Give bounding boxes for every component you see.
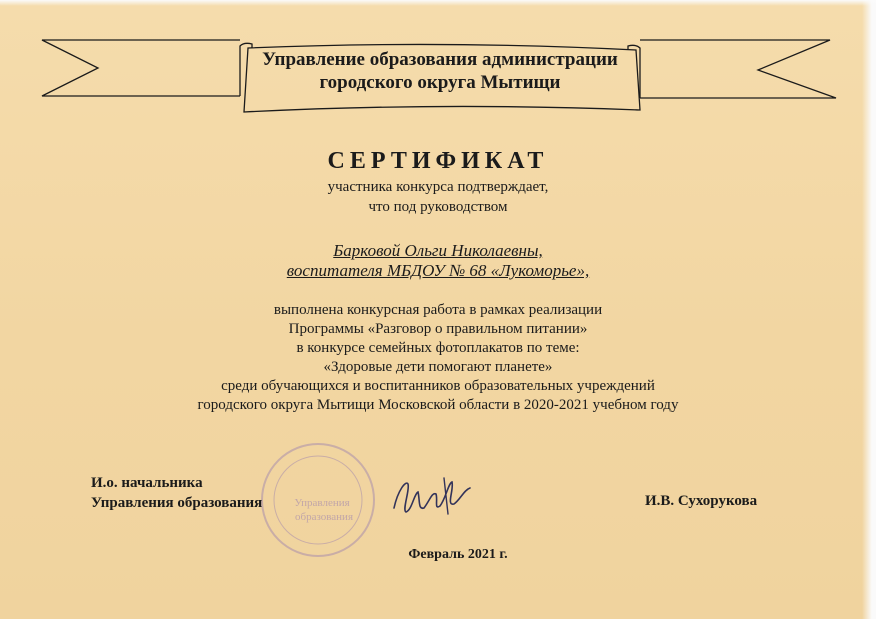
stamp-text-2: образования <box>294 511 354 523</box>
handwritten-signature <box>388 470 478 520</box>
ribbon-right-tail <box>640 40 836 98</box>
recipient-position: воспитателя МБДОУ № 68 «Лукоморье», <box>286 261 590 280</box>
body-line-1: выполнена конкурсная работа в рамках реализации <box>273 302 603 318</box>
issuer-line-2: городского округа Мытищи <box>319 72 561 93</box>
stamp-text-1: Управления <box>294 497 350 509</box>
signatory-title <box>91 473 262 513</box>
issue-date: Февраль 2021 г. <box>408 547 508 562</box>
certificate-title: СЕРТИФИКАТ <box>327 148 549 174</box>
signatory-name: И.В. Сухорукова <box>645 493 758 509</box>
issuer-heading <box>240 48 640 94</box>
intro-line-2: что под руководством <box>368 199 508 215</box>
signatory-title-line-2: Управления образования <box>91 495 263 511</box>
body-line-6: городского округа Мытищи Московской области в 2020-2021 учебном году <box>197 397 679 413</box>
signatory-title-line-1: И.о. начальника <box>91 475 203 491</box>
body-line-4: «Здоровые дети помогают планете» <box>323 359 553 375</box>
body-line-2: Программы «Разговор о правильном питании» <box>288 321 588 337</box>
issuer-line-1: Управление образования администрации <box>262 49 618 70</box>
ribbon-left-tail <box>42 40 240 96</box>
official-stamp <box>258 440 378 560</box>
body-line-3: в конкурсе семейных фотоплакатов по теме: <box>296 340 580 356</box>
intro-line-1: участника конкурса подтверждает, <box>327 179 549 195</box>
body-line-5: среди обучающихся и воспитанников образовательных учреждений <box>221 378 655 394</box>
recipient-name: Барковой Ольги Николаевны, <box>333 241 543 260</box>
